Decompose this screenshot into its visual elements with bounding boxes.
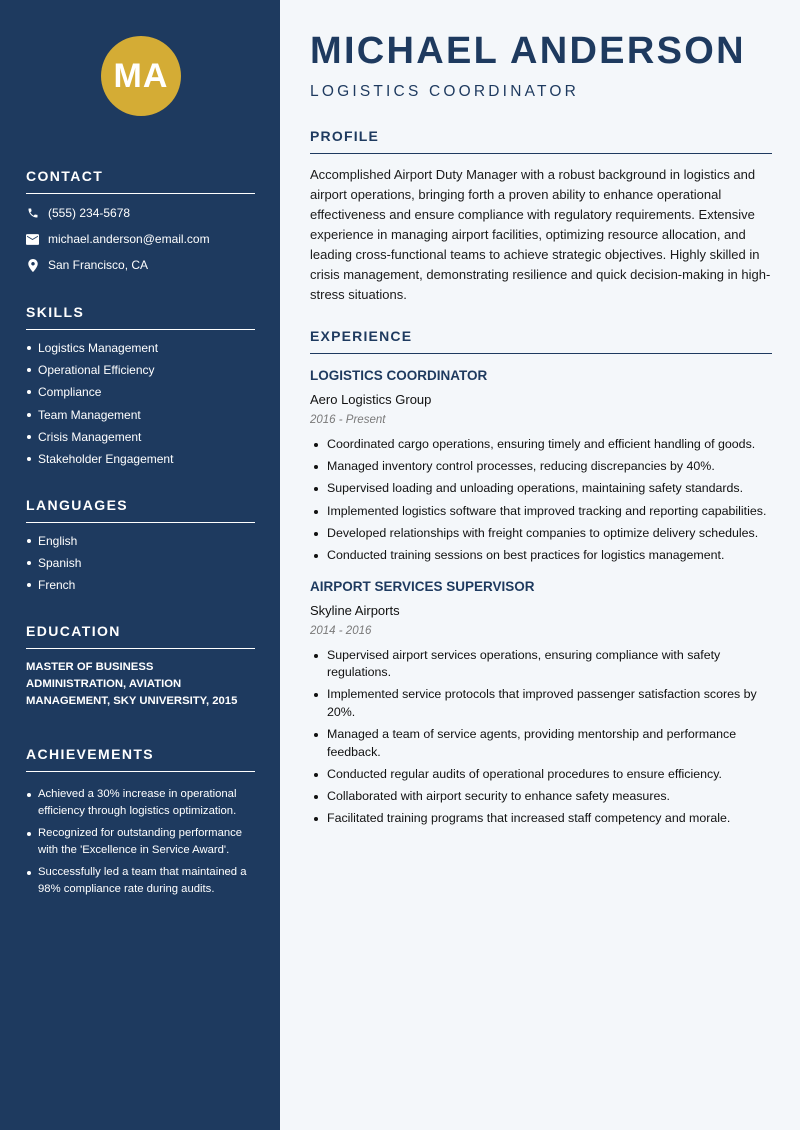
job-bullets [310, 436, 772, 565]
contact-email[interactable] [26, 226, 255, 252]
education-heading: EDUCATION [26, 623, 255, 649]
achievements-heading: ACHIEVEMENTS [26, 746, 255, 772]
skill-item: Crisis Management [26, 426, 255, 448]
job-bullet: Coordinated cargo operations, ensuring timely and efficient handling of goods. [310, 436, 772, 454]
email-text: michael.anderson@email.com [48, 232, 210, 246]
profile-text: Accomplished Airport Duty Manager with a robust background in logistics and airport operations, bringing forth a proven ability to enhance operational effectiveness and ensure compliance with regulatory requirements. Extensive experience in managing airport facilities, optimizing resource allocation, and leading cross-functional teams to achieve strategic objectives. Highly skilled in crisis management, demonstrating resilience and quick decision-making in high-stress situations. [310, 167, 771, 302]
job-bullet: Collaborated with airport security to enhance safety measures. [310, 788, 772, 806]
avatar: MA [101, 36, 181, 116]
skills-heading: SKILLS [26, 304, 255, 330]
job-bullet: Developed relationships with freight companies to optimize delivery schedules. [310, 525, 772, 543]
job-dates: 2014 - 2016 [310, 624, 372, 637]
job-dates: 2016 - Present [310, 414, 386, 426]
job-bullet: Supervised loading and unloading operations, maintaining safety standards. [310, 480, 772, 498]
experience-heading: EXPERIENCE [310, 328, 772, 354]
skills-list [26, 337, 255, 470]
profile-heading: PROFILE [310, 128, 772, 154]
company-name: Aero Logistics Group [310, 392, 432, 407]
location-pin-icon [26, 259, 39, 272]
job-bullet: Supervised airport services operations, ensuring compliance with safety regulations. [310, 647, 772, 682]
languages-section [26, 497, 255, 597]
contact-location [26, 252, 255, 278]
achievement-item: Recognized for outstanding performance with the 'Excellence in Service Award'. [26, 825, 255, 859]
job-entry [310, 579, 772, 828]
education-degree: MASTER OF BUSINESS ADMINISTRATION, AVIATION MANAGEMENT, SKY UNIVERSITY, 2015 [26, 661, 238, 707]
candidate-title: LOGISTICS COORDINATOR [310, 83, 580, 100]
phone-icon [26, 207, 39, 220]
skills-section [26, 304, 255, 470]
job-bullet: Managed a team of service agents, providing mentorship and performance feedback. [310, 726, 772, 761]
language-item: English [26, 530, 255, 552]
phone-text: (555) 234-5678 [48, 206, 131, 220]
contact-heading: CONTACT [26, 168, 255, 194]
job-entry [310, 368, 772, 565]
job-bullet: Implemented logistics software that improved tracking and reporting capabilities. [310, 503, 772, 521]
skill-item: Operational Efficiency [26, 359, 255, 381]
achievements-section [26, 746, 255, 903]
skill-item: Logistics Management [26, 337, 255, 359]
company-name: Skyline Airports [310, 602, 400, 618]
job-bullet: Conducted training sessions on best practices for logistics management. [310, 547, 772, 565]
job-bullet: Conducted regular audits of operational procedures to ensure efficiency. [310, 766, 772, 784]
job-bullet: Implemented service protocols that improved passenger satisfaction scores by 20%. [310, 686, 772, 721]
contact-phone[interactable] [26, 200, 255, 226]
languages-list [26, 530, 255, 597]
job-bullet: Facilitated training programs that increased staff competency and morale. [310, 810, 772, 828]
achievements-list [26, 786, 255, 898]
skill-item: Team Management [26, 404, 255, 426]
contact-section [26, 168, 255, 278]
achievement-item: Successfully led a team that maintained a 98% compliance rate during audits. [26, 864, 255, 898]
job-title: AIRPORT SERVICES SUPERVISOR [310, 578, 535, 594]
skill-item: Stakeholder Engagement [26, 448, 255, 470]
experience-section [310, 328, 772, 832]
language-item: French [26, 574, 255, 596]
job-title: LOGISTICS COORDINATOR [310, 368, 488, 383]
achievement-item: Achieved a 30% increase in operational efficiency through logistics optimization. [26, 786, 255, 820]
skill-item: Compliance [26, 381, 255, 403]
languages-heading: LANGUAGES [26, 497, 255, 523]
mail-icon [26, 233, 39, 246]
job-bullet: Managed inventory control processes, reducing discrepancies by 40%. [310, 458, 772, 476]
language-item: Spanish [26, 552, 255, 574]
job-bullets [310, 647, 772, 828]
location-text: San Francisco, CA [48, 258, 149, 272]
candidate-name: MICHAEL ANDERSON [310, 30, 746, 72]
profile-section [310, 128, 772, 305]
sidebar [0, 0, 280, 1130]
education-section [26, 623, 255, 710]
